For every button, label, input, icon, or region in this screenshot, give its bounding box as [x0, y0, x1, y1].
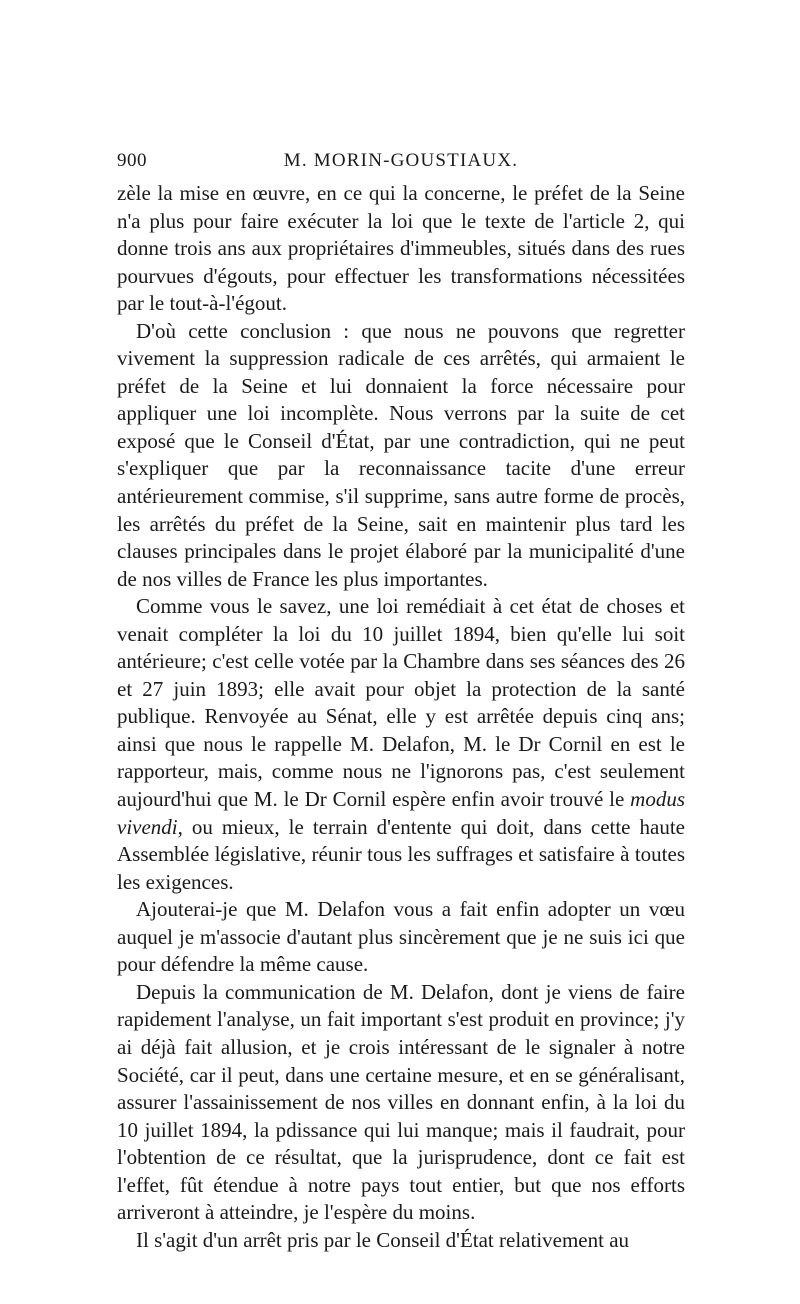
- running-title: M. MORIN-GOUSTIAUX.: [283, 150, 519, 171]
- paragraph-loi: [117, 593, 685, 896]
- paragraph-conclusion: D'où cette conclusion : que nous ne pouvons que regretter vivement la suppression radicale de ces arrêtés, qui armaient le préfet de la Seine et lui donnaient la force nécessaire pour appliquer une loi incomplète. Nous verrons par la suite de cet exposé que le Conseil d'État, par une contradiction, qui ne peut s'expliquer que par la reconnaissance tacite d'une erreur antérieurement commise, s'il supprime, sans autre forme de procès, les arrêtés du préfet de la Seine, sait en maintenir plus tard les clauses principales dans le projet élaboré par la municipalité d'une de nos villes de France les plus importantes.: [117, 318, 685, 591]
- page-number: 900: [117, 150, 147, 171]
- paragraph-loi-italic-phrase: modus vivendi: [117, 787, 685, 839]
- paragraph-communication: Depuis la communication de M. Delafon, dont je viens de faire rapidement l'analyse, un fait important s'est produit en province; j'y ai déjà fait allusion, et je crois intéressant de le signaler à notre Société, car il peut, dans une certaine mesure, et en se généralisant, assurer l'assainissement de nos villes en donnant enfin, à la loi du 10 juillet 1894, la pdissance qui lui manque; mais il faudrait, pour l'obtention de ce résultat, que la jurisprudence, dont ce fait est l'effet, fût étendue à notre pays tout entier, but que nos efforts arriveront à atteindre, je l'espère du moins.: [117, 979, 685, 1225]
- paragraph-arret: Il s'agit d'un arrêt pris par le Conseil d'État relativement au: [136, 1227, 630, 1252]
- book-page: [117, 150, 685, 1254]
- paragraph-loi-text-after: , ou mieux, le terrain d'entente qui doit, dans cette haute Assemblée législative, réunir tous les suffrages et satisfaire à toutes les exigences.: [117, 814, 685, 894]
- running-head: [117, 150, 685, 180]
- paragraph-continued: zèle la mise en œuvre, en ce qui la concerne, le préfet de la Seine n'a plus pour faire exécuter la loi que le texte de l'article 2, qui donne trois ans aux propriétaires d'immeubles, situés dans des rues pourvues d'égouts, pour effectuer les transformations nécessitées par le tout-à-l'égout.: [117, 181, 685, 316]
- body-text: [117, 180, 685, 1254]
- paragraph-loi-text-before: Comme vous le savez, une loi remédiait à cet état de choses et venait compléter la loi du 10 juillet 1894, bien qu'elle lui soit antérieure; c'est celle votée par la Chambre dans ses séances des 26 et 27 juin 1893; elle avait pour objet la protection de la santé publique. Renvoyée au Sénat, elle y est arrêtée depuis cinq ans; ainsi que nous le rappelle M. Delafon, M. le Dr Cornil en est le rapporteur, mais, comme nous ne l'ignorons pas, c'est seulement aujourd'hui que M. le Dr Cornil espère enfin avoir trouvé le: [117, 594, 685, 812]
- paragraph-voeu: Ajouterai-je que M. Delafon vous a fait enfin adopter un vœu auquel je m'associe d'autant plus sincèrement que je ne suis ici que pour défendre la même cause.: [117, 897, 685, 977]
